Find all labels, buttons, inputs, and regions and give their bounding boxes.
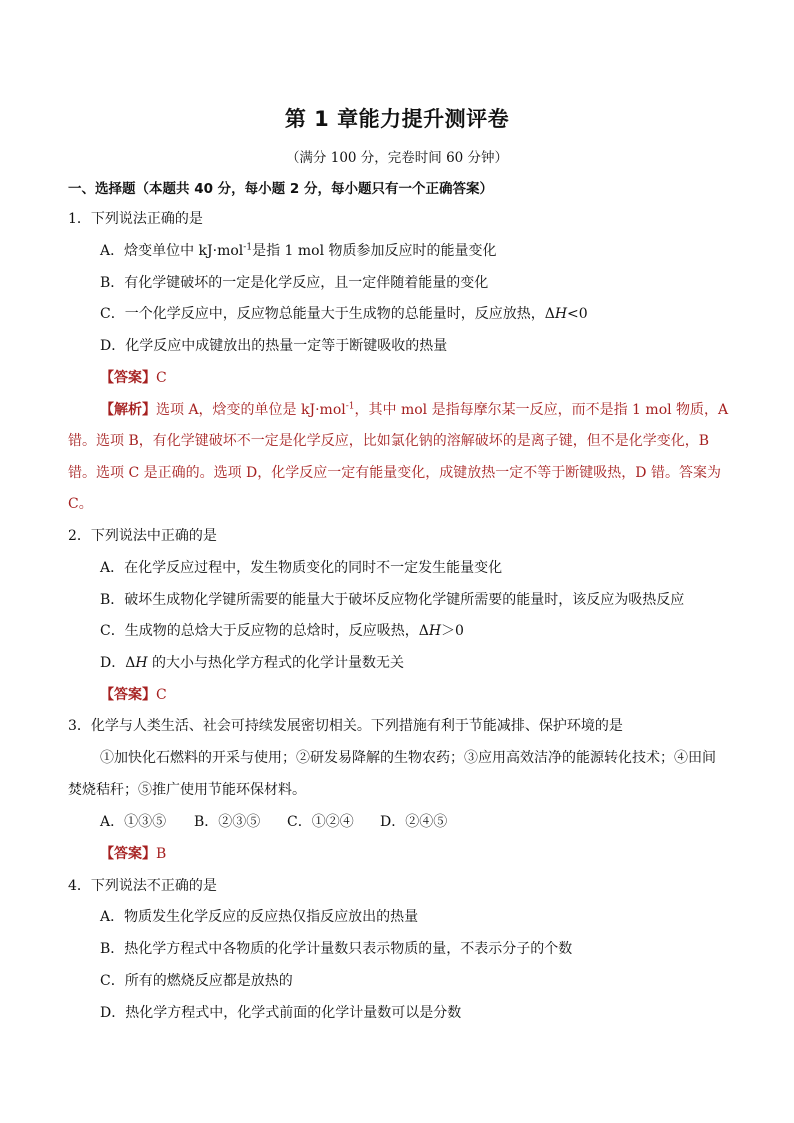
q2-option-c: C．生成物的总焓大于反应物的总焓时，反应吸热，ΔH＞0 [100,623,464,639]
q1-option-a: A．焓变单位中 kJ·mol$^{-1}$是指 1 mol 物质参加反应时的能量变化 [100,242,497,259]
q1-analysis-line-4: C。 [68,496,93,512]
q1-option-c: C．一个化学反应中，反应物总能量大于生成物的总能量时，反应放热，ΔH<0 [100,306,588,322]
q2-answer: 【答案】C [100,687,167,703]
q1-answer: 【答案】C [100,370,167,386]
q2-option-d: D．ΔH 的大小与热化学方程式的化学计量数无关 [100,655,405,671]
q3-stem: 3．化学与人类生活、社会可持续发展密切相关。下列措施有利于节能减排、保护环境的是 [68,718,623,734]
section-heading: 一、选择题（本题共 40 分，每小题 2 分，每小题只有一个正确答案） [68,181,493,197]
q3-option-c: C．①②④ [287,814,354,830]
q1-analysis-line-2: 错。选项 B，有化学键破坏不一定是化学反应，比如氯化钠的溶解破坏的是离子键，但不是化学变化，B [68,433,710,449]
q1-analysis-line-3: 错。选项 C 是正确的。选项 D，化学反应一定有能量变化，成键放热一定不等于断键吸热，D 错。答案为 [68,465,721,481]
q4-option-c: C．所有的燃烧反应都是放热的 [100,973,293,989]
q4-stem: 4．下列说法不正确的是 [68,878,217,894]
q3-option-a: A．①③⑤ [100,814,167,830]
q1-analysis-line-1: 【解析】选项 A，焓变的单位是 kJ·mol$^{-1}$，其中 mol 是指每摩尔某一反应，而不是指 1 mol 物质，A [100,401,729,418]
q3-options [100,812,447,832]
q3-detail-line-2: 焚烧秸秆；⑤推广使用节能环保材料。 [68,782,306,798]
q1-option-b: B．有化学键破坏的一定是化学反应，且一定伴随着能量的变化 [100,275,489,291]
q4-option-b: B．热化学方程式中各物质的化学计量数只表示物质的量，不表示分子的个数 [100,941,573,957]
q2-option-b: B．破坏生成物化学键所需要的能量大于破坏反应物化学键所需要的能量时，该反应为吸热反应 [100,592,685,608]
q3-option-d: D．②④⑤ [380,814,448,830]
q2-option-a: A．在化学反应过程中，发生物质变化的同时不一定发生能量变化 [100,560,503,576]
q1-stem: 1．下列说法正确的是 [68,211,203,227]
page-title: 第 1 章能力提升测评卷 [284,107,510,131]
q3-answer: 【答案】B [100,846,167,862]
q4-option-a: A．物质发生化学反应的反应热仅指反应放出的热量 [100,909,419,925]
q3-option-b: B．②③⑤ [194,814,261,830]
q2-stem: 2．下列说法中正确的是 [68,528,217,544]
q4-option-d: D．热化学方程式中，化学式前面的化学计量数可以是分数 [100,1005,462,1021]
page-subtitle: （满分 100 分，完卷时间 60 分钟） [285,150,509,166]
q1-option-d: D．化学反应中成键放出的热量一定等于断键吸收的热量 [100,338,448,354]
q3-detail-line-1: ①加快化石燃料的开采与使用；②研发易降解的生物农药；③应用高效洁净的能源转化技术；④田间 [100,750,716,766]
